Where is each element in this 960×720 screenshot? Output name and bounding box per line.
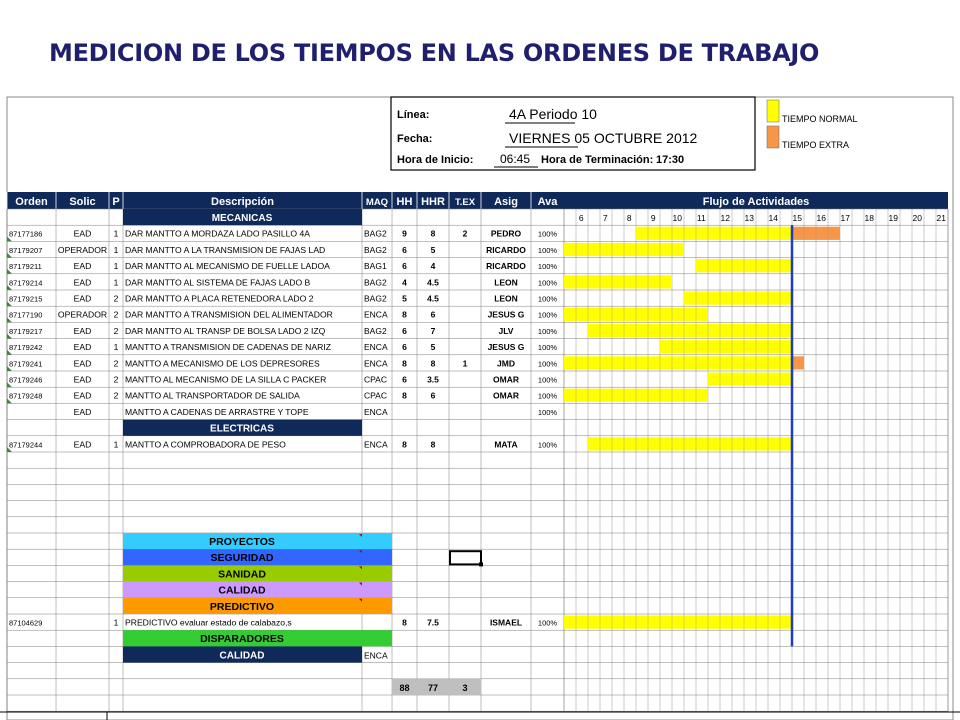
- cell-desc: DAR MANTTO A PLACA RETENEDORA LADO 2: [125, 293, 314, 304]
- cell-hh: 8: [402, 617, 407, 628]
- cell-solic: EAD: [73, 325, 92, 336]
- cell-hhr: 8: [430, 358, 436, 369]
- cell-hh: 6: [402, 261, 407, 272]
- calidad-row-label: CALIDAD: [219, 650, 265, 662]
- cell-p: 2: [113, 309, 119, 320]
- hour-label: 11: [696, 213, 706, 223]
- gantt-bar-normal: [588, 324, 792, 337]
- cell-maq: ENCA: [364, 358, 388, 369]
- cell-desc: MANTTO AL TRANSPORTADOR DE SALIDA: [125, 390, 300, 401]
- cell-p: 2: [113, 358, 119, 369]
- cell-asig: ISMAEL: [489, 617, 523, 628]
- cell-desc: DAR MANTTO AL MECANISMO DE FUELLE LADOA: [125, 261, 330, 272]
- cell-orden: 87179244: [9, 440, 43, 450]
- gantt-bar-normal: [636, 227, 792, 240]
- slide-title: MEDICION DE LOS TIEMPOS EN LAS ORDENES DE TRABAJO: [49, 39, 820, 67]
- cell-maq: ENCA: [364, 439, 388, 450]
- cell-ava: 100%: [537, 262, 558, 272]
- hour-label: 6: [578, 213, 584, 223]
- cell-hh: 8: [402, 390, 407, 401]
- cell-p: 1: [113, 277, 119, 288]
- cell-ava: 100%: [537, 440, 558, 450]
- cell-maq: CPAC: [364, 374, 387, 385]
- hour-label: 15: [792, 213, 803, 223]
- header-solic: Solic: [69, 196, 96, 208]
- cell-hhr: 4: [430, 261, 436, 272]
- cell-hh: 8: [402, 439, 407, 450]
- cell-solic: EAD: [73, 358, 92, 369]
- cell-maq: BAG2: [364, 228, 387, 239]
- fin-value: 17:30: [656, 154, 685, 166]
- cell-p: 1: [113, 244, 119, 255]
- header-orden: Orden: [15, 196, 48, 208]
- cell-ava: 100%: [537, 278, 558, 288]
- cell-hh: 5: [402, 293, 407, 304]
- gantt-bar-extra: [792, 356, 804, 369]
- cell-maq: BAG2: [364, 244, 387, 255]
- gantt-bar-normal: [564, 275, 672, 288]
- cell-orden: 87179214: [9, 278, 43, 288]
- hour-label: 20: [912, 213, 923, 223]
- header-p: P: [112, 196, 120, 208]
- category-calidad: CALIDAD: [218, 584, 266, 597]
- cell-solic: EAD: [73, 228, 92, 239]
- cell-solic: EAD: [73, 390, 92, 401]
- category-predictivo: PREDICTIVO: [209, 600, 275, 613]
- cell-desc: DAR MANTTO A LA TRANSMISION DE FAJAS LAD: [125, 244, 326, 255]
- section-mecanicas: MECANICAS: [211, 213, 273, 224]
- legend-label-1: TIEMPO EXTRA: [782, 140, 850, 150]
- gantt-bar-normal: [564, 616, 792, 629]
- cell-desc: MANTTO AL MECANISMO DE LA SILLA C PACKER: [125, 374, 327, 385]
- cell-desc: DAR MANTTO AL SISTEMA DE FAJAS LADO B: [125, 277, 311, 288]
- total-tex: 3: [462, 682, 468, 693]
- cell-ava: 100%: [537, 391, 558, 401]
- disparadores-label: DISPARADORES: [200, 633, 284, 646]
- cell-asig: JESUS G: [487, 309, 525, 320]
- cell-hhr: 8: [430, 228, 436, 239]
- cell-solic: EAD: [73, 293, 92, 304]
- header-ava: Ava: [537, 196, 558, 208]
- cell-hh: 8: [402, 309, 407, 320]
- legend-swatch-0: [767, 100, 779, 122]
- cell-solic: EAD: [73, 439, 92, 450]
- cell-p: 2: [113, 390, 119, 401]
- cell-orden: 87179215: [9, 294, 43, 304]
- cell-desc: MANTTO A MECANISMO DE LOS DEPRESORES: [125, 358, 320, 369]
- cell-hhr: 7.5: [427, 617, 439, 628]
- cell-maq: CPAC: [364, 390, 387, 401]
- total-hhr: 77: [427, 682, 439, 693]
- cell-hhr: 4.5: [427, 293, 439, 304]
- cell-ava: 100%: [537, 343, 558, 353]
- cell-hh: 6: [402, 342, 407, 353]
- cell-hhr: 6: [430, 309, 436, 320]
- cell-hhr: 5: [430, 342, 436, 353]
- fin-label: Hora de Terminación:: [541, 154, 654, 166]
- gantt-bar-normal: [708, 373, 792, 386]
- legend-swatch-1: [767, 126, 779, 148]
- category-band-maq-bg: [362, 565, 392, 581]
- cell-solic: EAD: [73, 261, 92, 272]
- hour-label: 9: [650, 213, 656, 223]
- cell-solic: EAD: [73, 406, 92, 417]
- cell-orden: 87179246: [9, 375, 43, 385]
- cell-ava: 100%: [537, 229, 558, 239]
- cell-desc: DAR MANTTO A MORDAZA LADO PASILLO 4A: [125, 228, 310, 239]
- hour-label: 8: [626, 213, 632, 223]
- linea-value: 4A Periodo 10: [509, 106, 597, 122]
- inicio-label: Hora de Inicio:: [397, 154, 474, 166]
- cell-orden: 87179241: [9, 359, 43, 369]
- cell-desc: DAR MANTTO AL TRANSP DE BOLSA LADO 2 IZQ: [125, 325, 326, 336]
- cell-p: 2: [113, 325, 119, 336]
- cell-hh: 6: [402, 325, 407, 336]
- cell-ava: 100%: [537, 359, 558, 369]
- hour-label: 16: [816, 213, 827, 223]
- inicio-value: 06:45: [500, 152, 531, 166]
- cell-ava: 100%: [537, 375, 558, 385]
- hour-label: 21: [936, 213, 947, 223]
- category-proyectos: PROYECTOS: [209, 536, 275, 548]
- cell-asig: RICARDO: [486, 244, 526, 255]
- cell-maq: BAG2: [364, 293, 387, 304]
- hour-label: 17: [840, 213, 851, 223]
- cell-solic: OPERADOR: [57, 244, 108, 255]
- linea-label: Línea:: [397, 109, 430, 121]
- cell-orden: 87179242: [9, 343, 43, 353]
- cell-asig: LEON: [494, 293, 518, 304]
- section-electricas: ELECTRICAS: [210, 423, 274, 435]
- cell-ava: 100%: [537, 326, 558, 336]
- cell-orden: 87104629: [9, 618, 43, 628]
- cell-desc: MANTTO A COMPROBADORA DE PESO: [125, 439, 286, 450]
- cell-hh: 6: [402, 244, 407, 255]
- cell-desc: DAR MANTTO A TRANSMISION DEL ALIMENTADOR: [125, 309, 333, 320]
- cell-solic: EAD: [73, 342, 92, 353]
- cell-orden: 87179211: [9, 262, 42, 272]
- cell-solic: EAD: [73, 277, 92, 288]
- cell-p: 1: [113, 617, 119, 628]
- cell-hhr: 4.5: [427, 277, 439, 288]
- cell-hhr: 5: [430, 244, 436, 255]
- cell-p: 1: [113, 261, 119, 272]
- gantt-bar-normal: [564, 356, 792, 369]
- cell-maq: ENCA: [364, 342, 388, 353]
- category-band-maq-bg: [362, 549, 392, 565]
- cell-asig: OMAR: [493, 374, 519, 385]
- cell-hhr: 3.5: [427, 374, 439, 385]
- legend-label-0: TIEMPO NORMAL: [782, 114, 858, 124]
- cell-maq: BAG2: [364, 277, 387, 288]
- fecha-label: Fecha:: [397, 133, 433, 145]
- cell-orden: 87179217: [9, 326, 43, 336]
- cell-ava: 100%: [537, 310, 558, 320]
- cell-asig: OMAR: [493, 390, 519, 401]
- total-hh: 88: [399, 682, 410, 693]
- cell-ava: 100%: [537, 618, 558, 628]
- cell-hhr: 8: [430, 439, 436, 450]
- header-flujo: Flujo de Actividades: [702, 196, 810, 208]
- selection-handle: [479, 562, 483, 566]
- header-maq: MAQ: [365, 197, 389, 208]
- cell-orden: 87177186: [9, 229, 43, 239]
- cell-asig: JLV: [498, 325, 514, 336]
- category-band-maq-bg: [362, 582, 392, 598]
- cell-hhr: 7: [430, 325, 436, 336]
- disparadores-maq-bg: [362, 630, 392, 646]
- cell-hhr: 6: [430, 390, 436, 401]
- category-band-maq-bg: [362, 598, 392, 614]
- hour-label: 19: [888, 213, 899, 223]
- cell-ava: 100%: [537, 407, 558, 417]
- cell-desc: MANTTO A TRANSMISION DE CADENAS DE NARIZ: [125, 342, 331, 353]
- cell-p: 1: [113, 342, 119, 353]
- cell-asig: JMD: [497, 358, 515, 369]
- cell-asig: RICARDO: [486, 261, 526, 272]
- cell-tex: 2: [462, 228, 468, 239]
- gantt-bar-normal: [684, 292, 792, 305]
- gantt-bar-normal: [660, 340, 792, 353]
- cell-hh: 4: [402, 277, 407, 288]
- cell-maq: BAG2: [364, 325, 387, 336]
- cell-hh: 9: [402, 228, 407, 239]
- cell-solic: EAD: [73, 374, 92, 385]
- cell-tex: 1: [462, 358, 468, 369]
- calidad-row-maq: ENCA: [364, 650, 388, 661]
- cell-ava: 100%: [537, 294, 558, 304]
- header-tex: T.EX: [454, 197, 476, 208]
- category-sanidad: SANIDAD: [218, 568, 266, 581]
- category-band-maq-bg: [362, 533, 392, 549]
- cell-orden: 87179207: [9, 245, 43, 255]
- cell-maq: BAG1: [364, 261, 387, 272]
- cell-ava: 100%: [537, 245, 558, 255]
- hour-label: 7: [602, 213, 608, 223]
- hour-label: 18: [864, 213, 875, 223]
- hour-label: 12: [720, 213, 731, 223]
- header-hh: HH: [396, 196, 413, 208]
- cell-maq: ENCA: [364, 309, 388, 320]
- cell-p: 1: [113, 228, 119, 239]
- fecha-value: VIERNES 05 OCTUBRE 2012: [509, 130, 698, 146]
- cell-orden: 87177190: [9, 310, 43, 320]
- cell-desc: PREDICTIVO evaluar estado de calabazo,s: [125, 617, 292, 628]
- cell-p: 2: [113, 293, 119, 304]
- cell-desc: MANTTO A CADENAS DE ARRASTRE Y TOPE: [125, 406, 309, 417]
- cell-orden: 87179248: [9, 391, 43, 401]
- cell-p: 1: [113, 439, 119, 450]
- hour-label: 14: [768, 213, 779, 223]
- hour-label: 10: [672, 213, 683, 223]
- category-seguridad: SEGURIDAD: [210, 552, 274, 565]
- cell-maq: ENCA: [364, 406, 388, 417]
- hour-label: 13: [744, 213, 755, 223]
- cell-hh: 8: [402, 358, 407, 369]
- cell-hh: 6: [402, 374, 407, 385]
- header-hhr: HHR: [421, 196, 445, 208]
- cell-asig: PEDRO: [490, 228, 522, 239]
- cell-solic: OPERADOR: [57, 309, 108, 320]
- header-asig: Asig: [494, 196, 518, 208]
- cell-asig: JESUS G: [487, 342, 525, 353]
- cell-asig: MATA: [494, 439, 518, 450]
- cell-p: 2: [113, 374, 119, 385]
- gantt-bar-normal: [588, 437, 792, 450]
- header-descripcion: Descripción: [211, 196, 274, 208]
- cell-asig: LEON: [494, 277, 518, 288]
